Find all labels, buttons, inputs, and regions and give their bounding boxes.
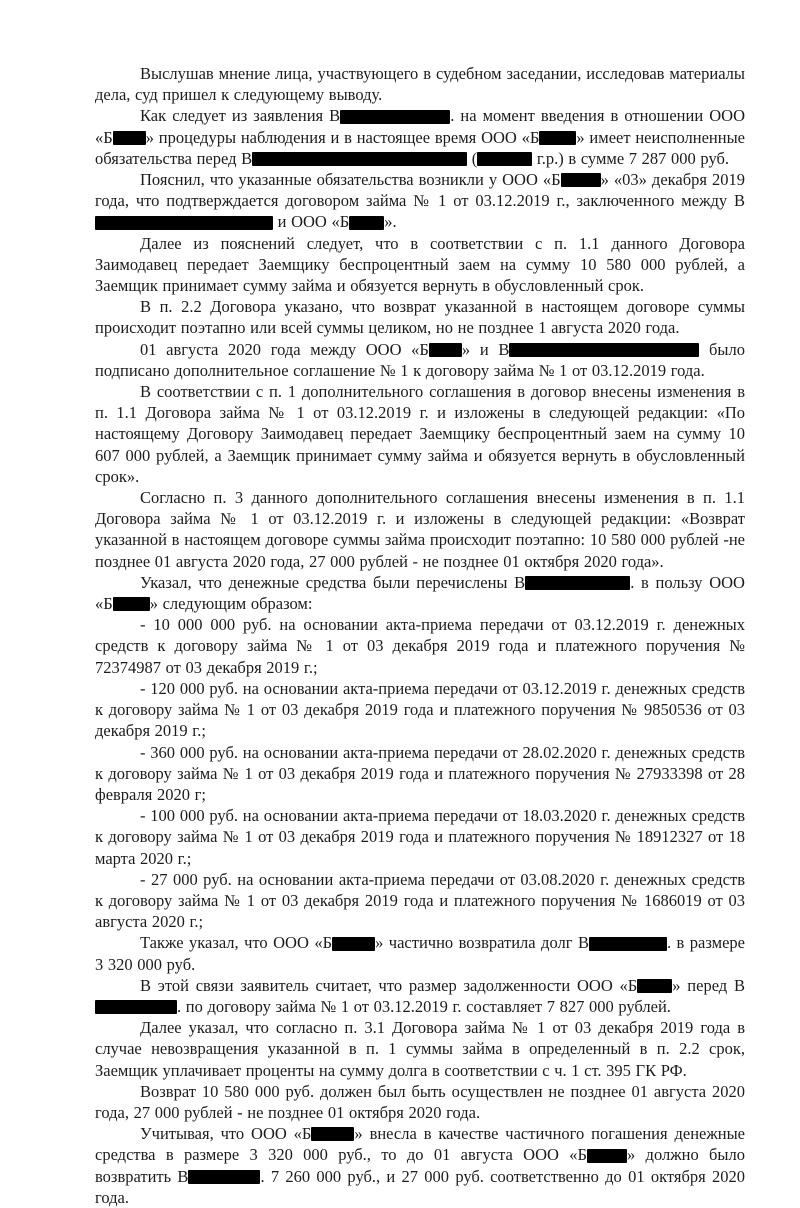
redaction-bar xyxy=(95,1000,177,1014)
paragraph: - 10 000 000 руб. на основании акта-приема передачи от 03.12.2019 г. денежных средств к договору займа № 1 от 03 декабря 2019 года и платежного поручения № 72374987 от 03 декабря 2019 г.; xyxy=(95,615,745,677)
paragraph: - 100 000 руб. на основании акта-приема передачи от 18.03.2020 г. денежных средств к договору займа № 1 от 03 декабря 2019 года и платежного поручения № 18912327 от 18 марта 2020 г.; xyxy=(95,806,745,868)
redaction-bar xyxy=(340,110,450,124)
redaction-bar xyxy=(525,576,630,590)
paragraph: 01 августа 2020 года между ООО «Б » и В было подписано дополнительное соглашение № 1 к договору займа № 1 от 03.12.2019 года. xyxy=(95,339,746,380)
redaction-bar xyxy=(188,1170,260,1184)
redaction-bar xyxy=(429,343,462,357)
redaction-bar xyxy=(113,597,150,611)
redaction-bar xyxy=(477,152,532,166)
paragraph: - 27 000 руб. на основании акта-приема передачи от 03.08.2020 г. денежных средств к договору займа № 1 от 03 декабря 2019 года и платежного поручения № 1686019 от 03 августа 2020 г.; xyxy=(95,869,745,932)
document-body xyxy=(95,63,745,1208)
paragraph: Учитывая, что ООО «Б » внесла в качестве частичного погашения денежные средства в размере 3 320 000 руб., то до 01 августа ООО «Б » должно было возвратить В . 7 260 000 руб., и 27 000 руб. соответственно до 01 октября 2020 года. xyxy=(95,1124,745,1207)
paragraph: Далее указал, что согласно п. 3.1 Договора займа № 1 от 03 декабря 2019 года в случае невозвращения указанной в п. 1 суммы займа в определенный в п. 2.2 срок, Заемщик уплачивает проценты на сумму долга в соответствии с ч. 1 ст. 395 ГК РФ. xyxy=(95,1018,745,1080)
paragraph: В этой связи заявитель считает, что размер задолженности ООО «Б » перед В. по договору займа № 1 от 03.12.2019 г. составляет 7 827 000 рублей. xyxy=(95,975,745,1017)
redaction-bar xyxy=(509,343,699,357)
paragraph: В соответствии с п. 1 дополнительного соглашения в договор внесены изменения в п. 1.1 Договора займа № 1 от 03.12.2019 г. и изложены в следующей редакции: «По настоящему Договору Заимодавец передает Заемщику беспроцентный заем на сумму 10 607 000 рублей, а Заемщик принимает сумму займа и обязуется вернуть в обусловленный срок». xyxy=(95,382,745,486)
redaction-bar xyxy=(637,979,672,993)
paragraph: Согласно п. 3 данного дополнительного соглашения внесены изменения в п. 1.1 Договора займа № 1 от 03.12.2019 г. и изложены в следующей редакции: «Возврат указанной в настоящем договоре суммы займа происходит поэтапно: 10 580 000 рублей -не позднее 01 августа 2020 года, 27 000 рублей - не позднее 01 октября 2020 года». xyxy=(95,488,745,571)
paragraph: Выслушав мнение лица, участвующего в судебном заседании, исследовав материалы дела, суд пришел к следующему выводу. xyxy=(95,64,745,105)
paragraph: В п. 2.2 Договора указано, что возврат указанной в настоящем договоре суммы происходит поэтапно или всей суммы целиком, но не позднее 1 августа 2020 года. xyxy=(95,297,745,338)
paragraph: Как следует из заявления В . на момент введения в отношении ООО «Б » процедуры наблюдения и в настоящее время ООО «Б » имеет неисполненные обязательства перед В ( г.р.) в сумме 7 287 000 руб. xyxy=(95,106,745,168)
paragraph: Далее из пояснений следует, что в соответствии с п. 1.1 данного Договора Заимодавец передает Заемщику беспроцентный заем на сумму 10 580 000 рублей, а Заемщик принимает сумму займа и обязуется вернуть в обусловленный срок. xyxy=(95,233,745,296)
paragraph: Возврат 10 580 000 руб. должен был быть осуществлен не позднее 01 августа 2020 года, 27 000 рублей - не позднее 01 октября 2020 года. xyxy=(95,1081,745,1122)
redaction-bar xyxy=(587,1149,627,1163)
paragraph: - 120 000 руб. на основании акта-приема передачи от 03.12.2019 г. денежных средств к договору займа № 1 от 03 декабря 2019 года и платежного поручения № 9850536 от 03 декабря 2019 г.; xyxy=(95,678,745,741)
redaction-bar xyxy=(332,937,375,951)
redaction-bar xyxy=(589,937,667,951)
redaction-bar xyxy=(349,216,384,230)
redaction-bar xyxy=(561,173,601,187)
redaction-bar xyxy=(252,152,467,166)
redaction-bar xyxy=(311,1127,354,1141)
paragraph: - 360 000 руб. на основании акта-приема передачи от 28.02.2020 г. денежных средств к договору займа № 1 от 03 декабря 2019 года и платежного поручения № 27933398 от 28 февраля 2020 г; xyxy=(95,742,745,804)
paragraph: Указал, что денежные средства были перечислены В . в пользу ООО «Б » следующим образом: xyxy=(95,572,745,614)
paragraph: Также указал, что ООО «Б » частично возвратила долг В . в размере 3 320 000 руб. xyxy=(95,933,746,974)
redaction-bar xyxy=(95,216,273,230)
redaction-bar xyxy=(539,131,576,145)
redaction-bar xyxy=(113,131,146,145)
paragraph: Пояснил, что указанные обязательства возникли у ООО «Б » «03» декабря 2019 года, что подтверждается договором займа № 1 от 03.12.2019 г., заключенного между В и ООО «Б ». xyxy=(95,170,745,232)
